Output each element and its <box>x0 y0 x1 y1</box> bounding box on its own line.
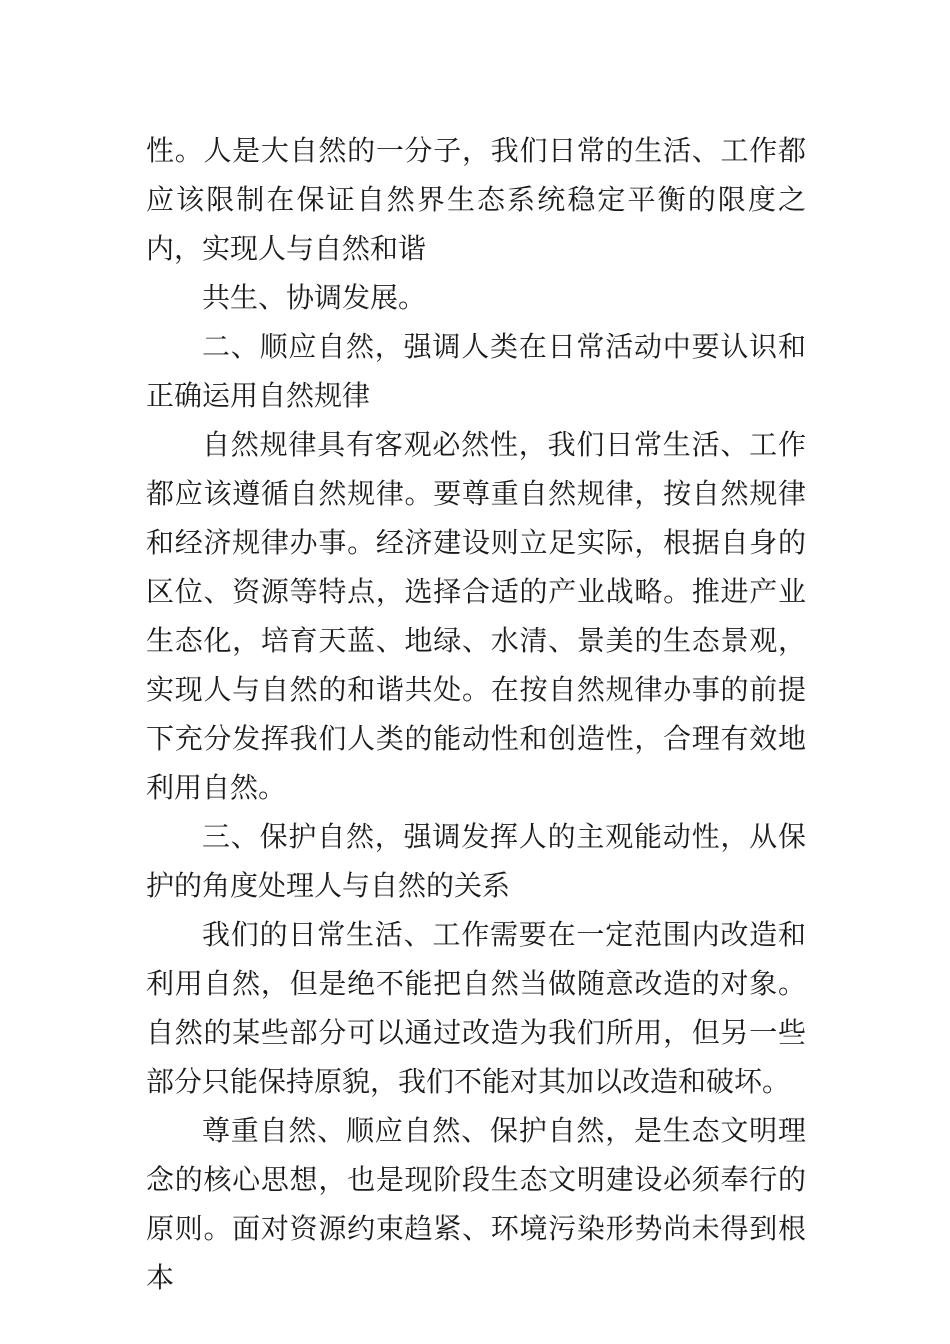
paragraph-1: 性。人是大自然的一分子，我们日常的生活、工作都应该限制在保证自然界生态系统稳定平衡的限度之内，实现人与自然和谐 <box>146 134 806 265</box>
paragraph-3: 自然规律具有客观必然性，我们日常生活、工作都应该遵循自然规律。要尊重自然规律，按自然规律和经济规律办事。经济建设则立足实际，根据自身的区位、资源等特点，选择合适的产业战略。推进产业生态化，培育天蓝、地绿、水清、景美的生态景观，实现人与自然的和谐共处。在按自然规律办事的前提下充分发挥我们人类的能动性和创造性，合理有效地利用自然。 <box>146 428 806 804</box>
section-heading-3: 三、保护自然，强调发挥人的主观能动性，从保护的角度处理人与自然的关系 <box>146 820 806 902</box>
paragraph-2: 共生、协调发展。 <box>202 281 427 314</box>
document-body <box>146 126 806 1302</box>
paragraph-4: 我们的日常生活、工作需要在一定范围内改造和利用自然，但是绝不能把自然当做随意改造的对象。自然的某些部分可以通过改造为我们所用，但另一些部分只能保持原貌，我们不能对其加以改造和破坏。 <box>146 918 806 1098</box>
section-heading-2: 二、顺应自然，强调人类在日常活动中要认识和正确运用自然规律 <box>146 330 806 412</box>
paragraph-5: 尊重自然、顺应自然、保护自然，是生态文明理念的核心思想，也是现阶段生态文明建设必须奉行的原则。面对资源约束趋紧、环境污染形势尚未得到根本 <box>146 1114 806 1294</box>
